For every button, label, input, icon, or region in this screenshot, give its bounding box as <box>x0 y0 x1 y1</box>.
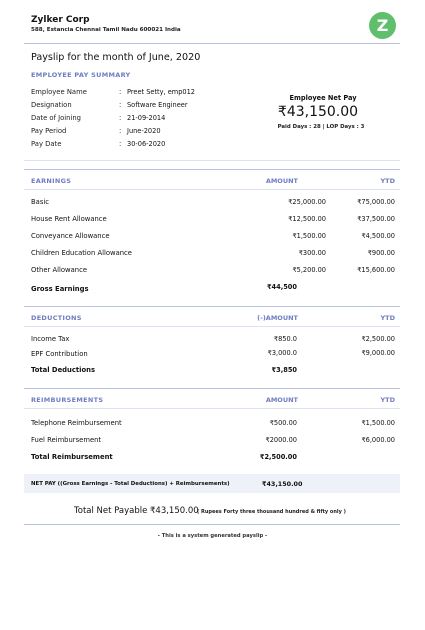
total-net-payable-amount: ₹43,150.00 <box>150 506 199 516</box>
total-reimbursement-amount: ₹2,500.00 <box>259 453 297 461</box>
earnings-top-rule <box>24 169 400 170</box>
designation-label: Designation <box>31 101 72 109</box>
reimbursements-head-rule <box>24 408 400 409</box>
gross-earnings-amount: ₹44,500 <box>266 283 297 291</box>
reimbursements-heading: REIMBURSEMENTS <box>31 396 104 404</box>
earning-ytd: ₹37,500.00 <box>357 215 395 223</box>
earning-amount: ₹300.00 <box>298 249 326 257</box>
reimbursements-amount-heading: AMOUNT <box>265 396 298 404</box>
earning-label: Basic <box>31 198 49 206</box>
total-reimbursement-label: Total Reimbursement <box>31 453 113 461</box>
earning-amount: ₹12,500.00 <box>288 215 326 223</box>
earnings-heading: EARNINGS <box>31 177 72 185</box>
earning-label: Children Education Allowance <box>31 249 132 257</box>
deductions-top-rule <box>24 306 400 307</box>
deduction-ytd: ₹9,000.00 <box>361 349 395 357</box>
company-name: Zylker Corp <box>31 15 90 25</box>
paid-days: Paid Days : 28 | LOP Days : 3 <box>277 124 365 130</box>
employee-name-value: Preet Setty, emp012 <box>127 88 195 96</box>
net-pay-amount: ₹43,150.00 <box>262 480 303 488</box>
earning-ytd: ₹4,500.00 <box>361 232 395 240</box>
reimbursement-ytd: ₹1,500.00 <box>361 419 395 427</box>
deductions-ytd-heading: YTD <box>380 314 395 322</box>
header-divider <box>24 43 400 44</box>
total-deductions-amount: ₹3,850 <box>271 366 297 374</box>
reimbursement-label: Telephone Reimbursement <box>31 419 122 427</box>
total-deductions-label: Total Deductions <box>31 366 96 374</box>
earning-amount: ₹25,000.00 <box>288 198 326 206</box>
colon: : <box>119 88 122 96</box>
colon: : <box>119 114 122 122</box>
footer-note: - This is a system generated payslip - <box>157 533 268 539</box>
deduction-amount: ₹850.0 <box>273 335 297 343</box>
pay-period-label: Pay Period <box>31 127 67 135</box>
earning-amount: ₹5,200.00 <box>292 266 326 274</box>
deduction-amount: ₹3,000.0 <box>267 349 297 357</box>
colon: : <box>119 140 122 148</box>
deductions-heading: DEDUCTIONS <box>31 314 82 322</box>
reimbursements-top-rule <box>24 388 400 389</box>
date-of-joining-label: Date of Joining <box>31 114 81 122</box>
reimbursement-amount: ₹500.00 <box>269 419 297 427</box>
total-net-payable-label: Total Net Payable <box>74 506 148 516</box>
pay-date-value: 30-06-2020 <box>127 140 166 148</box>
pay-summary-heading: EMPLOYEE PAY SUMMARY <box>31 71 131 79</box>
reimbursement-label: Fuel Reimbursement <box>31 436 102 444</box>
payslip-title: Payslip for the month of June, 2020 <box>31 52 201 63</box>
deduction-ytd: ₹2,500.00 <box>361 335 395 343</box>
gross-earnings-label: Gross Earnings <box>31 285 89 293</box>
date-of-joining-value: 21-09-2014 <box>127 114 166 122</box>
net-pay-label: NET PAY ((Gross Earnings - Total Deductions) + Reimbursements) <box>31 481 230 487</box>
employee-net-pay-label: Employee Net Pay <box>289 94 357 102</box>
employee-name-label: Employee Name <box>31 88 87 96</box>
pay-period-value: June-2020 <box>127 127 161 135</box>
company-address: 588, Estancia Chennai Tamil Nadu 600021 India <box>31 27 181 33</box>
earning-amount: ₹1,500.00 <box>292 232 326 240</box>
company-logo <box>369 12 396 39</box>
colon: : <box>119 127 122 135</box>
earning-label: Conveyance Allowance <box>31 232 110 240</box>
earnings-head-rule <box>24 189 400 190</box>
summary-divider <box>24 160 400 161</box>
deduction-label: EPF Contribution <box>31 350 88 358</box>
deductions-amount-heading: (-)AMOUNT <box>257 314 298 322</box>
designation-value: Software Engineer <box>127 101 188 109</box>
earning-label: House Rent Allowance <box>31 215 107 223</box>
employee-net-pay-amount: ₹43,150.00 <box>277 104 359 120</box>
reimbursements-ytd-heading: YTD <box>380 396 395 404</box>
earning-ytd: ₹15,600.00 <box>357 266 395 274</box>
earning-ytd: ₹75,000.00 <box>357 198 395 206</box>
earnings-ytd-heading: YTD <box>380 177 395 185</box>
earning-label: Other Allowance <box>31 266 87 274</box>
amount-in-words: ( Rupees Forty three thousand hundred & fifty only ) <box>197 509 346 515</box>
earnings-amount-heading: AMOUNT <box>265 177 298 185</box>
reimbursement-ytd: ₹6,000.00 <box>361 436 395 444</box>
logo-icon: Z <box>376 16 389 35</box>
earning-ytd: ₹900.00 <box>367 249 395 257</box>
deduction-label: Income Tax <box>31 335 70 343</box>
deductions-head-rule <box>24 326 400 327</box>
footer-divider <box>24 524 400 525</box>
colon: : <box>119 101 122 109</box>
reimbursement-amount: ₹2000.00 <box>265 436 297 444</box>
pay-date-label: Pay Date <box>31 140 62 148</box>
